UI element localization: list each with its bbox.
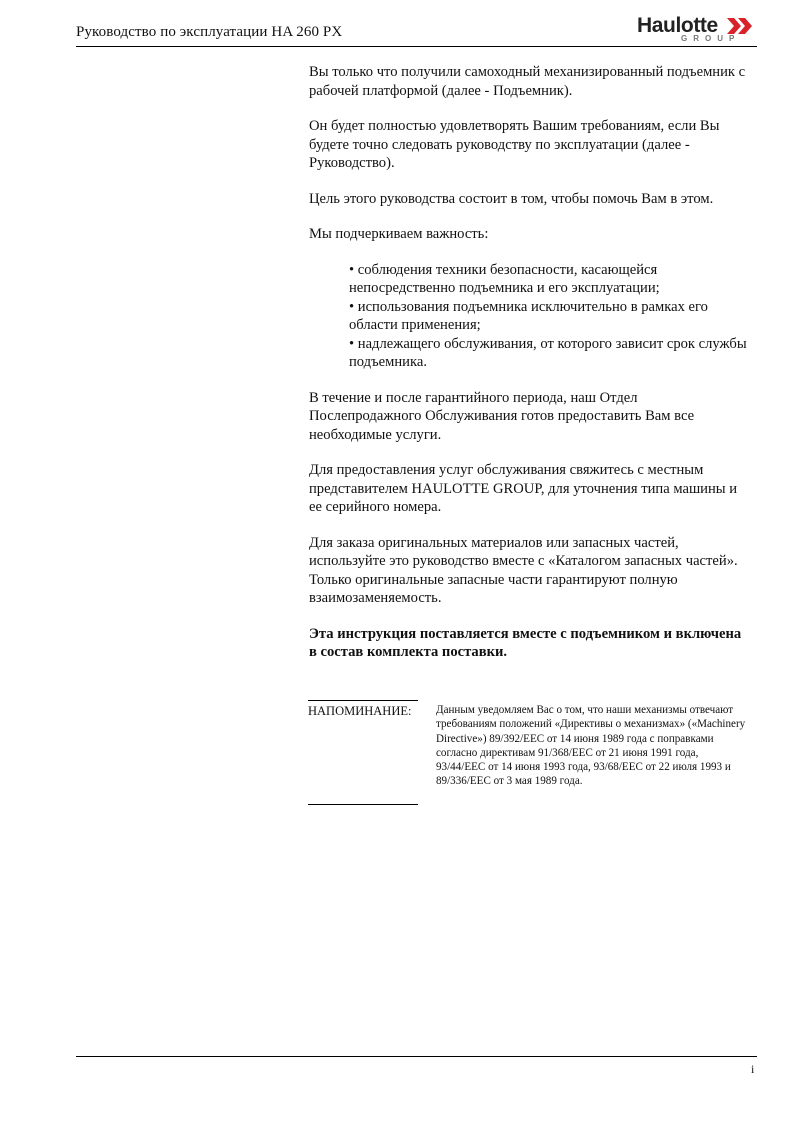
- logo-wordmark: Haulotte: [637, 14, 718, 37]
- document-title: Руководство по эксплуатации HA 260 PX: [76, 24, 343, 40]
- footer-rule: [76, 1056, 757, 1057]
- paragraph-importance: Мы подчеркиваем важность:: [309, 226, 489, 242]
- reminder-text: Данным уведомляем Вас о том, что наши механизмы отвечают требованиям положений «Директивы о механизмах» («Machinery Directive») 89/392/EEC от 14 июня 1989 года с поправками согласно директивам 91/368/EEC от 21 июня 1991 года, 93/44/EEC от 14 июня 1993 года, 93/68/EEC от 22 июля 1993 и 89/336/EEC от 3 мая 1989 года.: [436, 704, 746, 788]
- haulotte-logo: [637, 14, 755, 44]
- paragraph-warranty: В течение и после гарантийного периода, наш Отдел Послепродажного Обслуживания готов предоставить Вам все необходимые услуги.: [309, 389, 695, 443]
- importance-list: [349, 261, 749, 372]
- page-header: [76, 14, 757, 47]
- paragraph-spare-parts: Для заказа оригинальных материалов или запасных частей, используйте это руководство вместе с «Каталогом запасных частей». Только оригинальные запасные части гарантируют полную взаимозаменяемость.: [309, 534, 738, 606]
- paragraph-service: Для предоставления услуг обслуживания свяжитесь с местным представителем HAULOTTE GROUP, для уточнения типа машины и ее серийного номера.: [309, 462, 738, 515]
- reminder-top-rule: [308, 700, 418, 701]
- reminder-label: НАПОМИНАНИЕ:: [308, 704, 412, 718]
- reminder-block: [308, 686, 758, 806]
- list-item: • использования подъемника исключительно в рамках его области применения;: [349, 298, 708, 333]
- logo-group-text: GROUP: [681, 34, 741, 43]
- list-item: • соблюдения техники безопасности, касающейся непосредственно подъемника и его эксплуатации;: [349, 261, 660, 296]
- logo-chevron-icon: [725, 16, 755, 36]
- list-item: • надлежащего обслуживания, от которого зависит срок службы подъемника.: [349, 335, 747, 370]
- bold-delivery-note: Эта инструкция поставляется вместе с подъемником и включена в состав комплекта поставки.: [309, 625, 742, 660]
- reminder-bottom-rule: [308, 804, 418, 805]
- page-number: i: [751, 1062, 755, 1076]
- paragraph-requirements: Он будет полностью удовлетворять Вашим требованиям, если Вы будете точно следовать руководству по эксплуатации (далее - Руководство).: [309, 118, 720, 171]
- main-content: [309, 63, 749, 679]
- paragraph-intro: Вы только что получили самоходный механизированный подъемник с рабочей платформой (далее - Подъемник).: [309, 64, 746, 99]
- paragraph-purpose: Цель этого руководства состоит в том, чтобы помочь Вам в этом.: [309, 190, 714, 207]
